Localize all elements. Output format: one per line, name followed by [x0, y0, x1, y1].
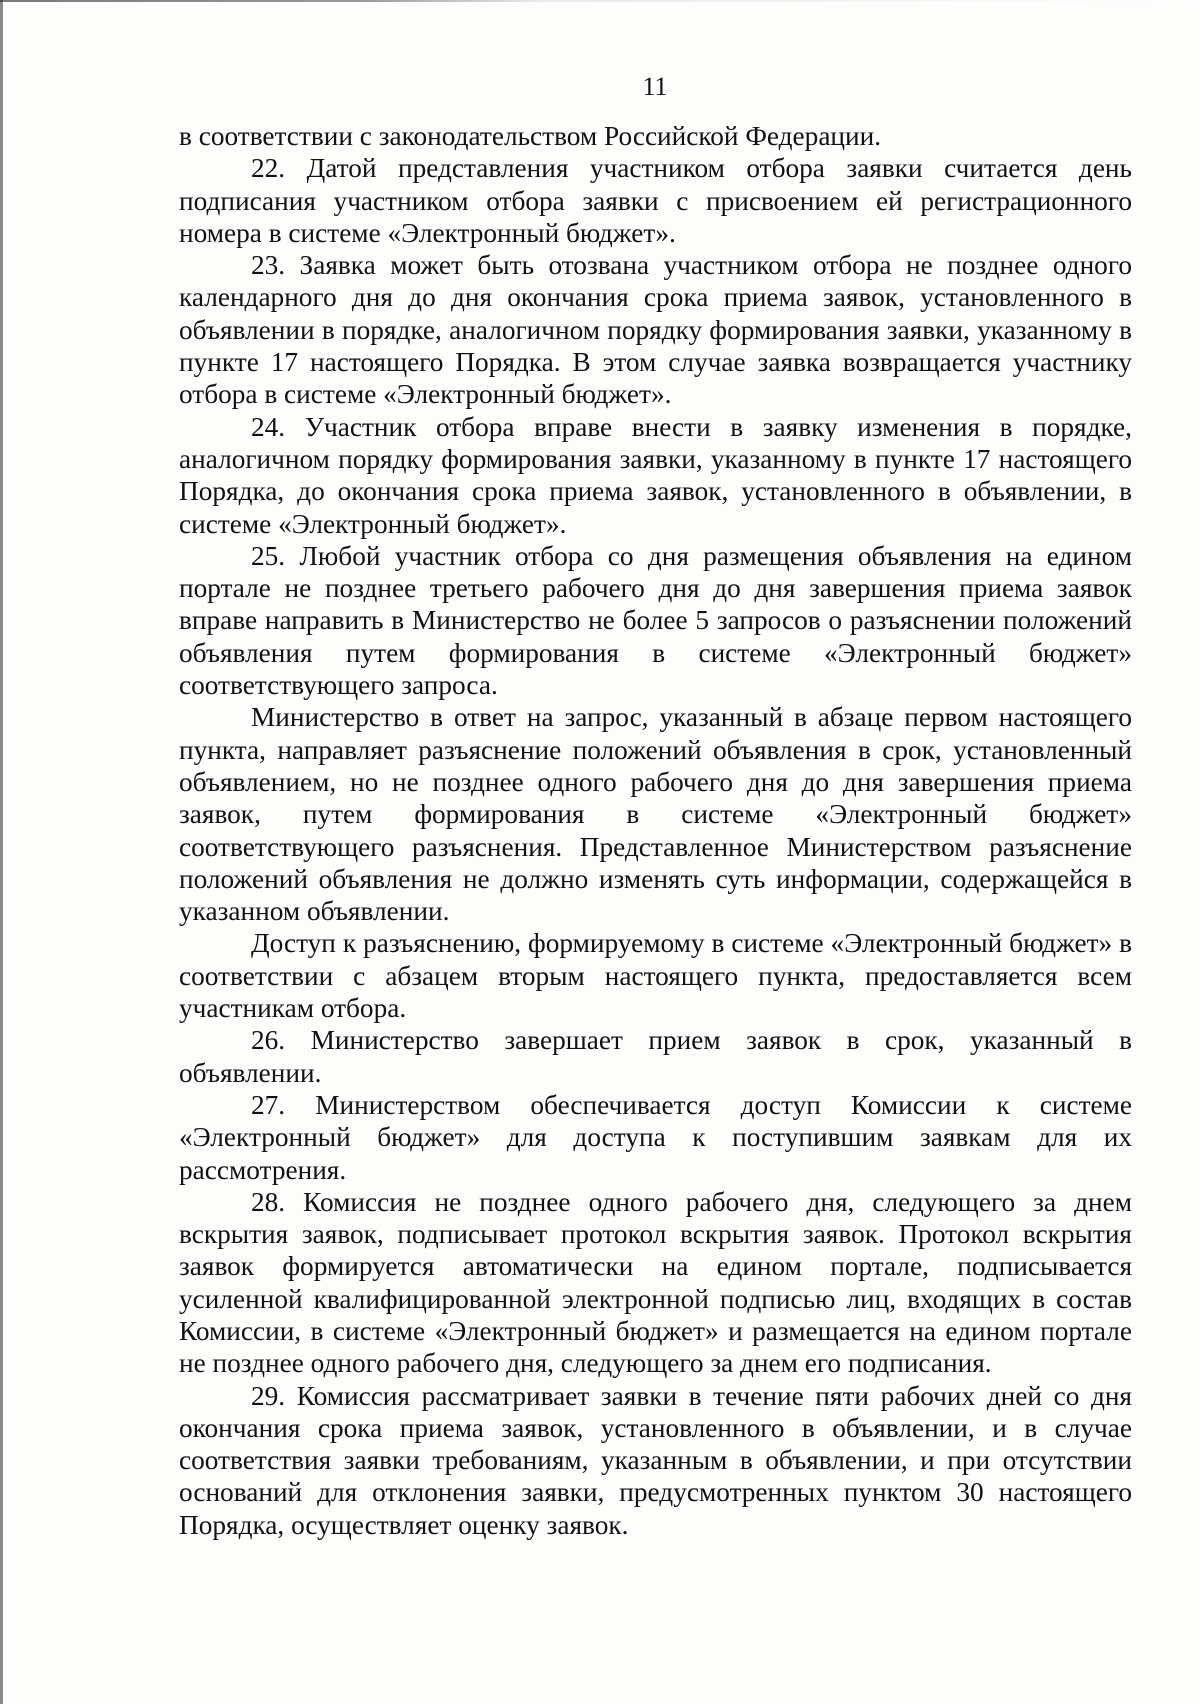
paragraph-29: 29. Комиссия рассматривает заявки в течение пяти рабочих дней со дня окончания срока приема заявок, установленного в объявлении, и в случае соответствия заявки требованиям, указанным в объявлении, и при отсутствии оснований для отклонения заявки, предусмотренных пунктом 30 настоящего Порядка, осуществляет оценку заявок. — [179, 1380, 1132, 1540]
page-number: 11 — [642, 72, 668, 101]
paragraph-27: 27. Министерством обеспечивается доступ Комиссии к системе «Электронный бюджет» для доступа к поступившим заявкам для их рассмотрения. — [179, 1089, 1132, 1185]
paragraph-continuation: в соответствии с законодательством Российской Федерации. — [179, 121, 882, 151]
paragraph-25: 25. Любой участник отбора со дня размещения объявления на едином портале не позднее третьего рабочего дня до дня завершения приема заявок вправе направить в Министерство не более 5 запросов о разъяснении положений объявления путем формирования в системе «Электронный бюджет» соответствующего запроса. — [179, 540, 1132, 701]
paragraph-28: 28. Комиссия не позднее одного рабочего дня, следующего за днем вскрытия заявок, подписывает протокол вскрытия заявок. Протокол вскрытия заявок формируется автоматически на едином портале, подписывается усиленной квалифицированной электронной подписью лиц, входящих в состав Комиссии, в системе «Электронный бюджет» и размещается на едином портале не позднее одного рабочего дня, следующего за днем его подписания. — [179, 1186, 1132, 1379]
paragraph-24: 24. Участник отбора вправе внести в заявку изменения в порядке, аналогичном порядку формирования заявки, указанному в пункте 17 настоящего Порядка, до окончания срока приема заявок, установленного в объявлении, в системе «Электронный бюджет». — [179, 411, 1132, 539]
scan-top-shadow — [0, 0, 1200, 2]
paragraph-23: 23. Заявка может быть отозвана участником отбора не позднее одного календарного дня до дня окончания срока приема заявок, установленного в объявлении в порядке, аналогичном порядку формирования заявки, указанному в пункте 17 настоящего Порядка. В этом случае заявка возвращается участнику отбора в системе «Электронный бюджет». — [179, 250, 1132, 410]
paragraph-22: 22. Датой представления участником отбора заявки считается день подписания участником отбора заявки с присвоением ей регистрационного номера в системе «Электронный бюджет». — [179, 153, 1132, 248]
scan-edge-shadow — [0, 0, 3, 1704]
document-body — [179, 120, 1132, 1541]
paragraph-25-second: Министерство в ответ на запрос, указанный в абзаце первом настоящего пункта, направляет разъяснение положений объявления в срок, установленный объявлением, но не позднее одного рабочего дня до дня завершения приема заявок, путем формирования в системе «Электронный бюджет» соответствующего разъяснения. Представленное Министерством разъяснение положений объявления не должно изменять суть информации, содержащейся в указанном объявлении. — [179, 702, 1132, 927]
paragraph-25-third: Доступ к разъяснению, формируемому в системе «Электронный бюджет» в соответствии с абзацем вторым настоящего пункта, предоставляется всем участникам отбора. — [179, 928, 1132, 1024]
paragraph-26: 26. Министерство завершает прием заявок в срок, указанный в объявлении. — [179, 1025, 1132, 1088]
